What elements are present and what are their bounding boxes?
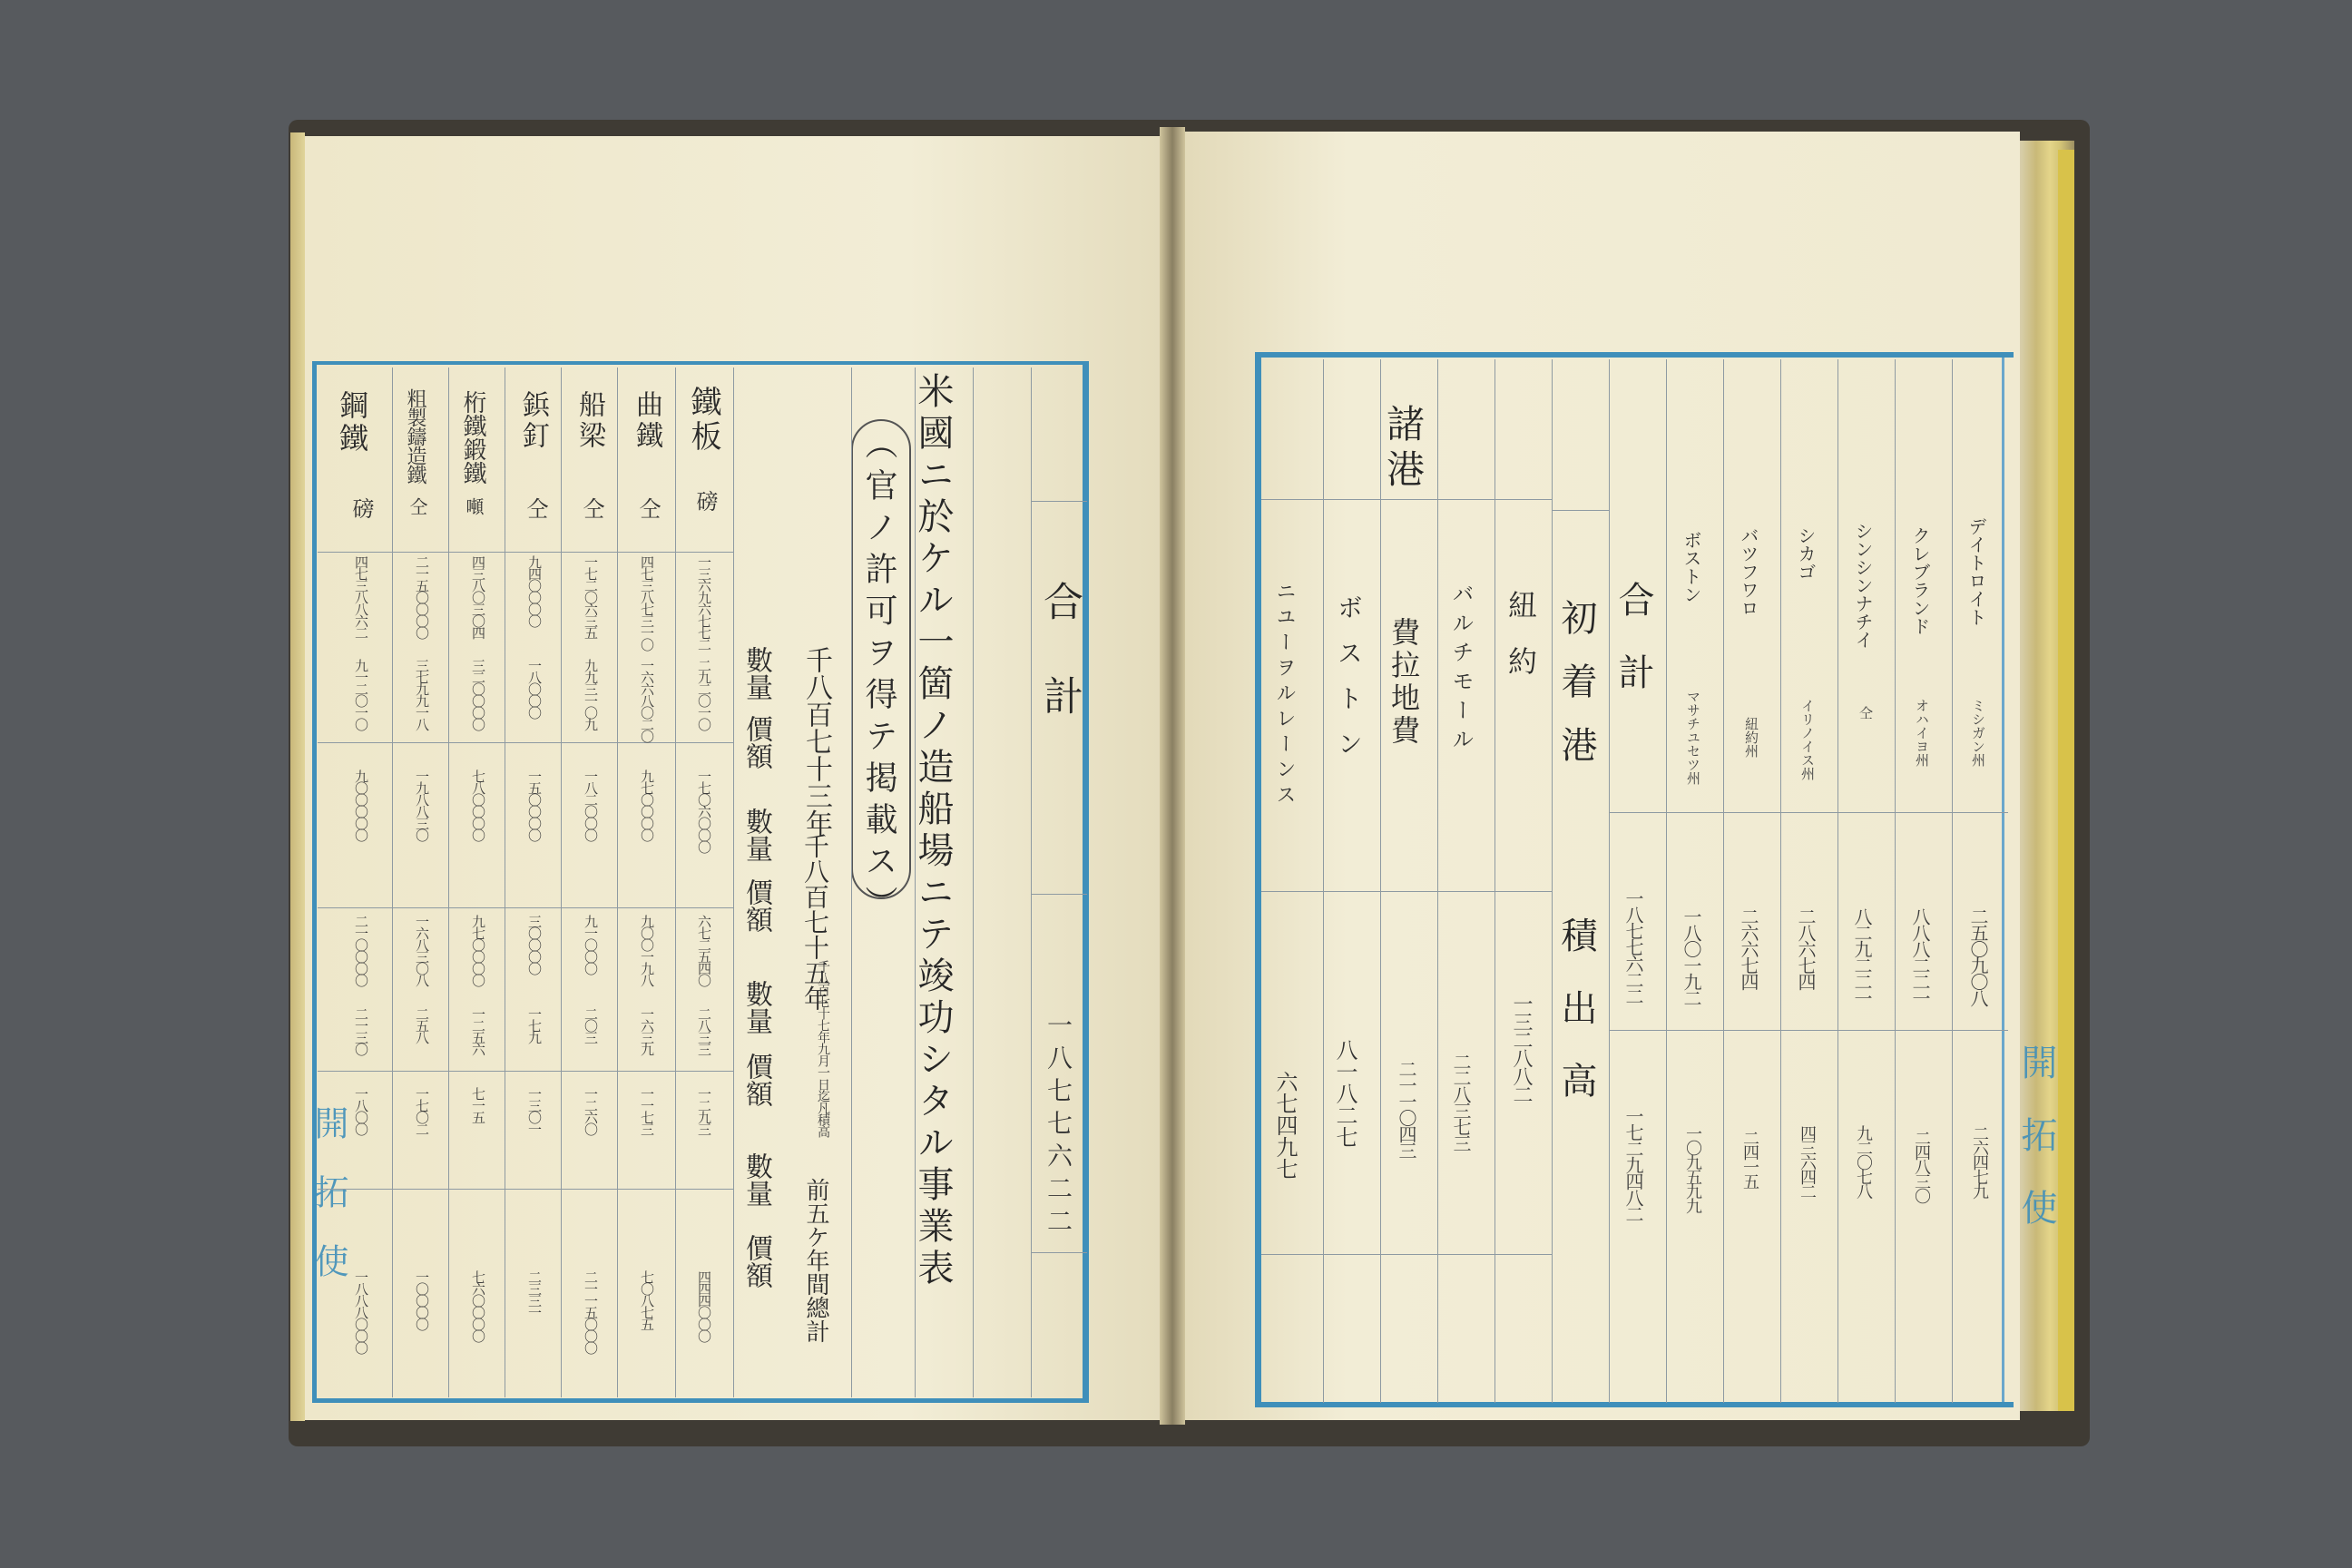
data-cell: 二一〇〇〇〇 (353, 915, 369, 985)
grid-rule (1261, 499, 1552, 500)
grid-rule (1723, 359, 1724, 1403)
port-value: 二二八三七三 (1450, 1053, 1472, 1151)
first-port-header: 初着港 (1555, 599, 1597, 789)
right-table-frame (1255, 352, 2014, 1407)
data-cell: 一八〇〇 (353, 1087, 369, 1134)
data-cell: 七六〇〇〇〇 (470, 1270, 486, 1341)
grid-rule (318, 907, 733, 908)
dest-place: デイトロイト (1965, 517, 1987, 626)
grid-rule (1552, 359, 1553, 1403)
port-value: 一三二八八二 (1510, 994, 1533, 1102)
data-cell: 四四四〇〇〇 (696, 1270, 712, 1341)
dest-state: オハイヨ州 (1914, 699, 1930, 767)
row-label: 桁鐵鍛鐵 (459, 390, 486, 485)
data-cell: 七〇八七五 (639, 1270, 655, 1329)
grid-rule (675, 368, 676, 1397)
data-cell: 一六八三〇八 (414, 915, 430, 985)
row-unit: 仝 (407, 497, 428, 515)
data-cell: 一六六八〇二〇 (639, 659, 655, 741)
dest-state: 仝 (1857, 706, 1874, 720)
dest-state: マサチユセツ州 (1685, 690, 1701, 785)
grid-rule (1323, 359, 1324, 1403)
data-cell: 九一二〇一〇 (353, 659, 369, 730)
row-label: 鋲釘 (517, 390, 549, 452)
grid-rule (915, 368, 916, 1397)
data-cell: 二一一五〇〇〇 (583, 1270, 599, 1353)
data-cell: 二九二〇一〇 (696, 659, 712, 730)
data-cell: 一六三九 (639, 1007, 655, 1054)
grid-rule (1031, 368, 1032, 1397)
grid-rule (392, 368, 393, 1397)
grid-rule (318, 552, 733, 553)
port-name: ボストン (1334, 594, 1364, 776)
data-cell: 九一〇〇〇 (583, 915, 599, 974)
port-value: 二一一〇四三 (1396, 1060, 1417, 1158)
row-unit: 仝 (579, 497, 604, 519)
cell-price: 價額 (740, 715, 772, 769)
grid-rule (1031, 501, 1087, 502)
grid-rule (1261, 891, 1552, 892)
dest-state: 紐約州 (1743, 717, 1759, 758)
row-unit: 磅 (692, 490, 718, 512)
data-cell: 二八三三 (696, 1007, 712, 1054)
dest-value: 四三六四二 (1798, 1125, 1817, 1198)
book-gutter (1160, 127, 1185, 1425)
data-cell: 一一七三 (639, 1087, 655, 1134)
port-value: 八一八二七 (1332, 1039, 1357, 1148)
data-cell: 二一五〇〇〇〇 (414, 555, 430, 638)
grid-rule (1494, 359, 1495, 1403)
grid-rule (318, 1071, 733, 1072)
data-cell: 一三〇一 (526, 1087, 543, 1134)
grid-rule (851, 368, 852, 1397)
data-cell: 一七二〇六三五 (583, 555, 599, 638)
row-label: 鐵板 (685, 386, 721, 455)
header-1875: 千八百七十五年 (800, 833, 830, 1011)
page-edges-gilt (2058, 150, 2074, 1411)
grid-rule (1609, 1030, 2008, 1031)
dest-value: 二四八三〇 (1912, 1130, 1931, 1202)
left-total-value: 一八七七六二二 (1044, 1012, 1073, 1240)
dest-value: 二六六七四 (1738, 907, 1759, 989)
dest-place: ボストン (1681, 531, 1702, 603)
data-cell: 一二六〇 (583, 1087, 599, 1134)
grid-rule (973, 368, 974, 1397)
dest-place: クレブランド (1909, 526, 1931, 635)
right-total-label: 合計 (1612, 581, 1654, 726)
data-cell: 一三六九六七七二 (696, 555, 712, 650)
cell-qty: 數量 (740, 646, 772, 701)
dest-state: ミシガン州 (1970, 699, 1986, 767)
grid-rule (1437, 359, 1438, 1403)
left-page-note: （官ノ許可ヲ得テ掲載ス） (860, 426, 897, 927)
grid-rule (1609, 359, 1610, 1403)
grid-rule (1780, 359, 1781, 1403)
cell-qty: 數量 (740, 980, 772, 1034)
dest-place: シカゴ (1795, 526, 1817, 581)
data-cell: 四七三八八六二 (353, 555, 369, 638)
port-name: 紐約 (1504, 590, 1538, 702)
row-unit: 仝 (523, 497, 548, 519)
cell-price: 價額 (740, 878, 772, 933)
data-cell: 九七〇〇〇〇 (470, 915, 486, 985)
data-cell: 一八〇〇〇 (526, 659, 543, 718)
data-cell: 一七九 (526, 1007, 543, 1043)
grid-rule (1952, 359, 1953, 1403)
data-cell: 二〇三 (583, 1007, 599, 1043)
right-margin-label: 開拓使 (2015, 1044, 2057, 1261)
row-unit: 仝 (635, 497, 661, 519)
header-1877: 千八百七十七年九月一日迄凡積高 (816, 960, 830, 1137)
cell-qty: 數量 (740, 1152, 772, 1207)
data-cell: 七一五 (470, 1087, 486, 1122)
grid-rule (1261, 1254, 1552, 1255)
row-unit: 磅 (348, 497, 374, 519)
left-margin-label: 開拓使 (309, 1105, 348, 1312)
dest-place: バツフワロ (1738, 526, 1759, 617)
port-value: 六七四九七 (1272, 1071, 1298, 1180)
data-cell: 四三八〇三〇四 (470, 555, 486, 638)
ports-header: 諸港 (1381, 404, 1426, 495)
data-cell: 一九八八三〇 (414, 769, 430, 840)
grid-rule (617, 368, 618, 1397)
data-cell: 六七二五四〇 (696, 915, 712, 985)
data-cell: 七八〇〇〇〇 (470, 769, 486, 840)
port-name: ニユーヲルレーンス (1273, 581, 1296, 809)
row-unit: 噸 (463, 497, 485, 515)
dest-value: 八二九二二一 (1851, 907, 1873, 1005)
data-cell: 一七〇六〇〇〇 (696, 769, 712, 852)
data-cell: 二五八 (414, 1007, 430, 1043)
dest-place: シンシンナチイ (1852, 522, 1874, 649)
left-total-label: 合計 (1036, 581, 1083, 769)
grid-rule (318, 1189, 733, 1190)
data-cell: 一二五六 (470, 1007, 486, 1054)
cell-price: 價額 (740, 1234, 772, 1289)
data-cell: 一二九三 (696, 1087, 712, 1134)
left-page-title: 米國ニ於ケル一箇ノ造船場ニテ竣功シタル事業表 (912, 372, 954, 1290)
right-total-value: 一八七七六二二 (1622, 889, 1644, 1004)
data-cell: 一七〇二 (414, 1087, 430, 1134)
data-cell: 二三三一 (526, 1270, 543, 1318)
cell-qty: 數量 (740, 808, 772, 862)
grid-rule (561, 368, 562, 1397)
grid-rule (1552, 510, 1609, 511)
data-cell: 一〇〇〇〇 (414, 1270, 430, 1329)
dest-value: 九二〇七八 (1854, 1125, 1873, 1198)
data-cell: 一五〇〇〇〇 (526, 769, 543, 840)
export-header: 積出高 (1555, 916, 1597, 1134)
data-cell: 九四〇〇〇〇 (526, 555, 543, 626)
grid-rule (1895, 359, 1896, 1403)
data-cell: 四七三八七三一〇 (639, 555, 655, 650)
row-label: 船梁 (573, 390, 605, 452)
dest-value: 一〇九五九九 (1683, 1125, 1702, 1212)
data-cell: 九〇〇一九八 (639, 915, 655, 985)
row-label: 鋼鐵 (335, 390, 369, 456)
dest-value: 一八〇一九二 (1681, 907, 1702, 1005)
dest-value: 二五〇九〇八 (1967, 907, 1989, 1005)
row-label: 粗製鑄造鐵 (404, 388, 426, 484)
cell-price: 價額 (740, 1053, 772, 1107)
data-cell: 二一三〇 (353, 1007, 369, 1054)
data-cell: 三七九九一八 (414, 659, 430, 730)
row-label: 曲鐵 (631, 390, 662, 452)
grid-rule (1609, 812, 2008, 813)
grid-rule (1666, 359, 1667, 1403)
data-cell: 三〇〇〇〇 (526, 915, 543, 974)
grid-rule (318, 742, 733, 743)
dest-value: 二四一五 (1740, 1130, 1759, 1188)
dest-state: イリノイス州 (1799, 699, 1816, 780)
grid-rule (1380, 359, 1381, 1403)
dest-value: 二六四七九 (1970, 1125, 1989, 1198)
grid-rule (1031, 1252, 1087, 1253)
header-five-year: 前五ケ年間總計 (802, 1178, 829, 1343)
dest-value: 二八六七四 (1795, 907, 1817, 989)
data-cell: 一八二〇〇〇 (583, 769, 599, 840)
port-name: 費拉地費 (1387, 617, 1421, 748)
data-cell: 三二〇〇〇〇 (470, 659, 486, 730)
header-1873: 千八百七十三年 (800, 646, 832, 837)
data-cell: 一八八八〇〇〇 (353, 1270, 369, 1353)
right-total-value: 一七二九四八二 (1622, 1107, 1644, 1221)
grid-rule (448, 368, 449, 1397)
data-cell: 九九三一〇九 (583, 659, 599, 730)
grid-rule (733, 368, 734, 1397)
data-cell: 九七〇〇〇〇 (639, 769, 655, 840)
data-cell: 九〇〇〇〇〇 (353, 769, 369, 840)
grid-rule (1031, 894, 1087, 895)
page-edges-left (290, 132, 305, 1421)
dest-value: 八八八二二一 (1909, 907, 1931, 1005)
port-name: バルチモール (1448, 583, 1474, 757)
